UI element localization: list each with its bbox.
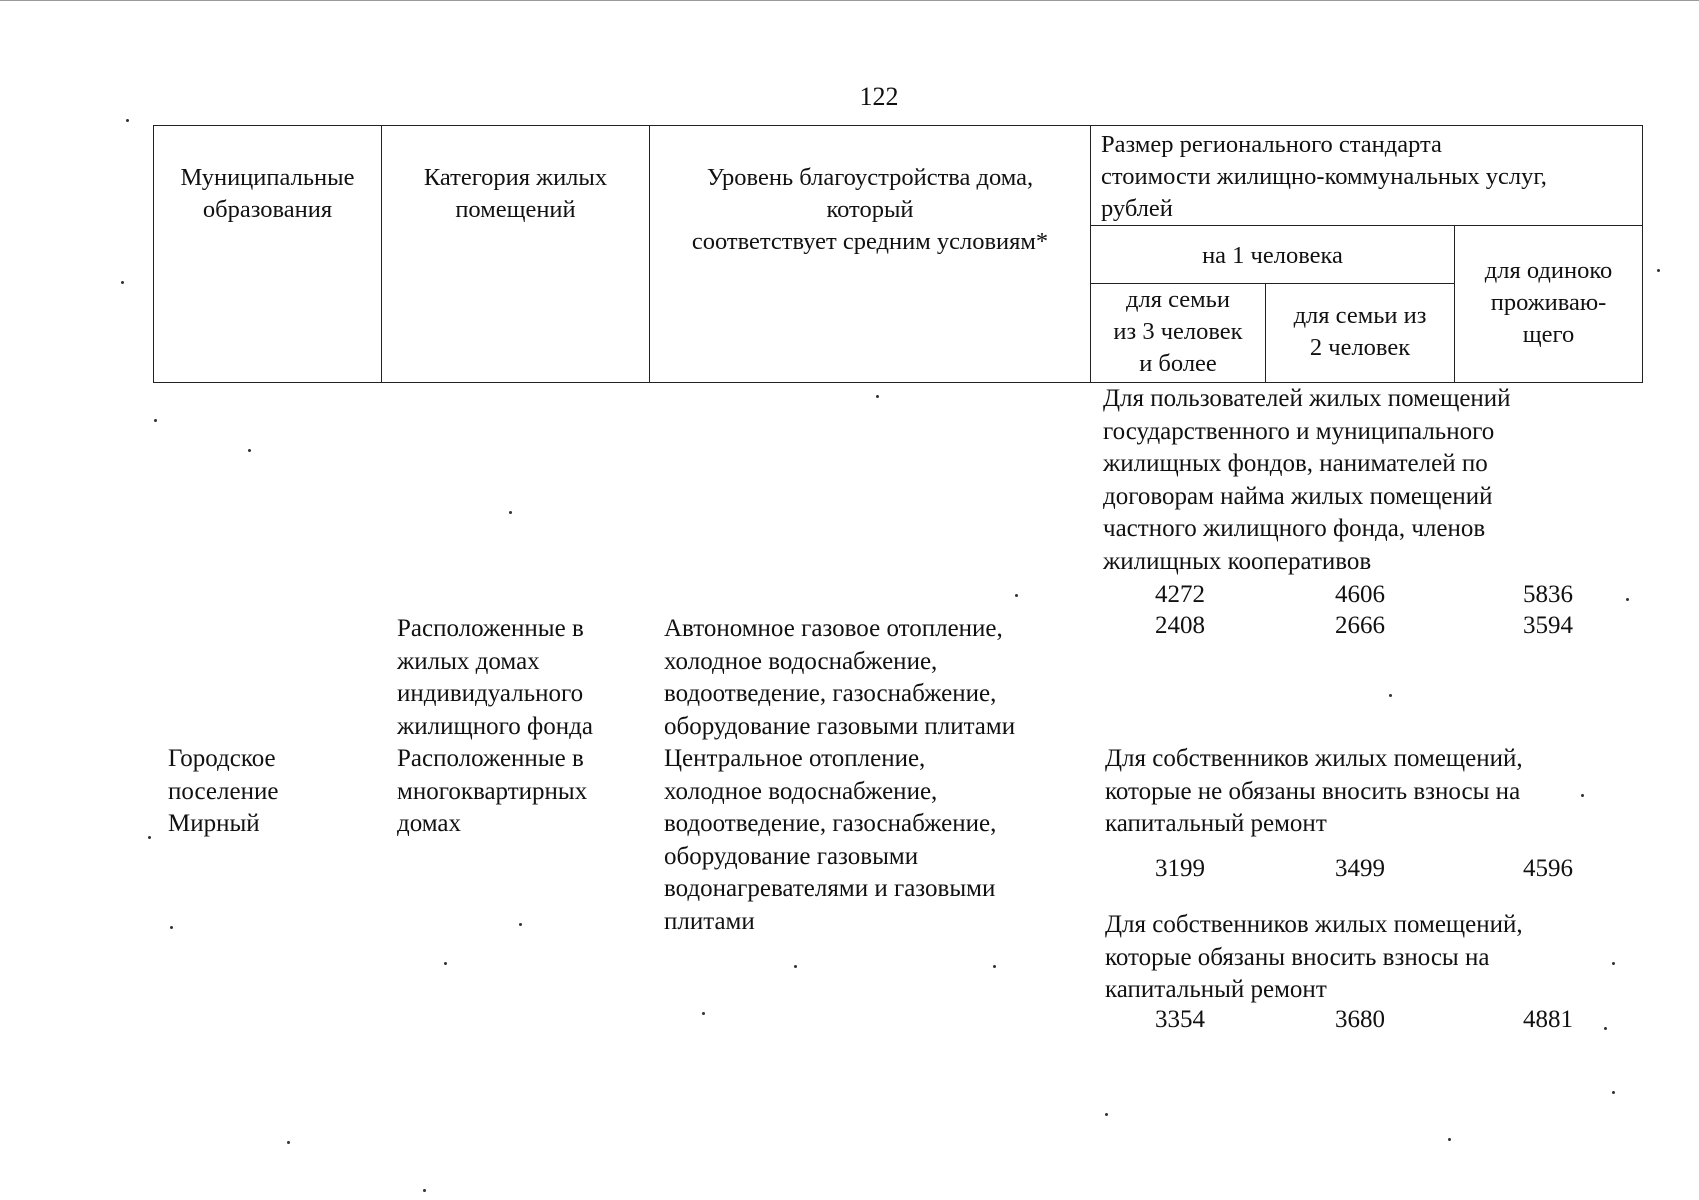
header-improvement-level: Уровень благоустройства дома, который соответствует средним условиям*: [650, 126, 1091, 383]
municipality-name: Городское поселение Мирный: [168, 745, 279, 837]
value-cell: 4881: [1523, 1006, 1573, 1033]
scan-speck: [1612, 962, 1615, 965]
scan-speck: [794, 965, 797, 968]
value-cell: 4596: [1523, 855, 1573, 882]
scan-speck: [1604, 1027, 1607, 1030]
header-family-2: для семьи из 2 человек: [1266, 284, 1455, 383]
header-municipalities: Муниципальные образования: [154, 126, 382, 383]
section-heading-owners-obliged: Для собственников жилых помещений, которые обязаны вносить взносы на капитальный ремонт: [1105, 911, 1523, 1003]
value-cell: 4272: [1155, 581, 1205, 608]
value-cell: 3594: [1523, 612, 1573, 639]
value-cell: 4606: [1335, 581, 1385, 608]
value-cell: 2408: [1155, 612, 1205, 639]
scan-speck: [287, 1141, 290, 1144]
scan-speck: [126, 119, 129, 122]
scan-speck: [519, 923, 522, 926]
header-single-resident: для одиноко проживаю- щего: [1455, 226, 1643, 383]
value-cell: 3199: [1155, 855, 1205, 882]
scan-speck: [993, 965, 996, 968]
page-number: 122: [859, 82, 899, 111]
scan-speck: [1612, 1091, 1615, 1094]
scan-speck: [121, 281, 124, 284]
header-family-3-plus: для семьи из 3 человек и более: [1091, 284, 1266, 383]
level-central-heating: Центральное отопление, холодное водоснабжение, водоотведение, газоснабжение, оборудование газовыми водонагревателями и газовыми плитами: [664, 745, 997, 935]
scan-speck: [248, 449, 251, 452]
scan-speck: [1448, 1138, 1451, 1141]
scan-speck: [876, 395, 879, 398]
header-per-person: на 1 человека: [1091, 226, 1455, 284]
scan-speck: [1015, 594, 1018, 597]
scan-speck: [702, 1012, 705, 1015]
value-cell: 2666: [1335, 612, 1385, 639]
value-cell: 3499: [1335, 855, 1385, 882]
scan-speck: [1657, 269, 1660, 272]
scan-speck: [148, 836, 151, 839]
scan-speck: [1389, 694, 1392, 697]
scan-speck: [154, 419, 157, 422]
header-housing-category: Категория жилых помещений: [382, 126, 650, 383]
section-heading-owners-exempt: Для собственников жилых помещений, которые не обязаны вносить взносы на капитальный ремонт: [1105, 745, 1523, 837]
value-cell: 3680: [1335, 1006, 1385, 1033]
value-cell: 5836: [1523, 581, 1573, 608]
scan-speck: [1626, 598, 1629, 601]
scan-speck: [509, 511, 512, 514]
scan-speck: [423, 1189, 426, 1192]
level-autonomous-gas: Автономное газовое отопление, холодное водоснабжение, водоотведение, газоснабжение, оборудование газовыми плитами: [664, 615, 1016, 740]
page-top-edge: [0, 0, 1699, 1]
scan-speck: [170, 926, 173, 929]
scan-speck: [1105, 1113, 1108, 1116]
section-heading-tenants: Для пользователей жилых помещений государственного и муниципального жилищных фондов, нанимателей по договорам найма жилых помещений частного жилищного фонда, членов жилищных кооперативов: [1103, 385, 1511, 575]
header-table: [153, 125, 1643, 383]
value-cell: 3354: [1155, 1006, 1205, 1033]
scan-speck: [1581, 794, 1584, 797]
category-apartment-buildings: Расположенные в многоквартирных домах: [397, 745, 588, 837]
category-individual-houses: Расположенные в жилых домах индивидуального жилищного фонда: [397, 615, 593, 740]
header-standard-size: Размер регионального стандарта стоимости жилищно-коммунальных услуг, рублей: [1091, 126, 1643, 226]
scan-speck: [444, 962, 447, 965]
